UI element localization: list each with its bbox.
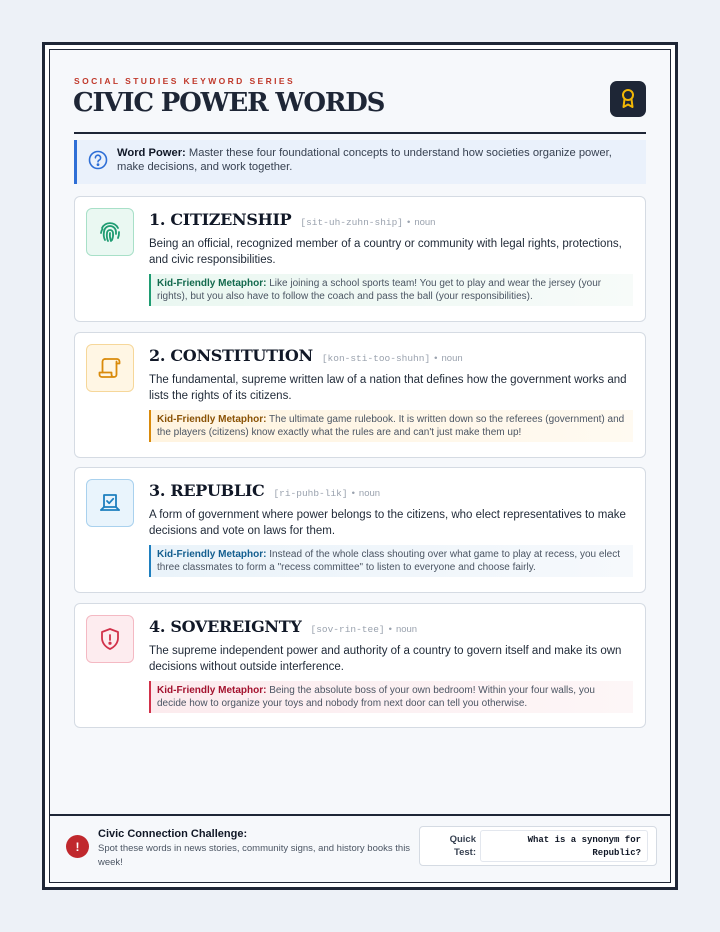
metaphor-callout <box>149 410 633 442</box>
worksheet-inner <box>49 49 671 883</box>
word-heading <box>149 481 380 500</box>
word-pronunciation: [kon-sti-too-shuhn] <box>321 353 431 364</box>
alert-icon: ! <box>66 835 89 858</box>
word-heading <box>149 617 417 636</box>
word-heading <box>149 210 435 229</box>
shield-alert-icon <box>86 615 134 663</box>
quick-test-box <box>419 826 657 866</box>
metaphor-text: The ultimate game rulebook. It is written down so the referees (government) and the players (citizens) know exactly what the rules are and can't just make them up! <box>157 414 625 438</box>
word-term: 2. CONSTITUTION <box>149 346 313 365</box>
word-card-constitution <box>74 332 646 458</box>
series-label: SOCIAL STUDIES KEYWORD SERIES <box>74 76 296 86</box>
worksheet <box>42 42 678 890</box>
word-separator: • <box>351 488 355 499</box>
metaphor-label: Kid-Friendly Metaphor: <box>157 685 267 696</box>
metaphor-text: Being the absolute boss of your own bedroom! Within your four walls, you decide how to organize your toys and nobody from next door can tell you otherwise. <box>157 685 595 709</box>
word-separator: • <box>388 624 392 635</box>
title-rule <box>74 132 646 134</box>
word-card-sovereignty <box>74 603 646 728</box>
challenge-title: Civic Connection Challenge: <box>98 828 248 840</box>
word-pronunciation: [ri-puhb-lik] <box>273 488 348 499</box>
word-pronunciation: [sit-uh-zuhn-ship] <box>300 217 403 228</box>
footer-rule <box>50 814 670 816</box>
word-part-of-speech: noun <box>441 353 463 364</box>
metaphor-text: Instead of the whole class shouting over what game to play at recess, you elect three classmates to form a "recess committee" to listen to everyone and choose fairly. <box>157 549 620 573</box>
metaphor-callout <box>149 681 633 713</box>
ballot-box-icon <box>86 479 134 527</box>
word-part-of-speech: noun <box>414 217 436 228</box>
intro-text: Master these four foundational concepts to understand how societies organize power, make decisions, and work together. <box>117 147 612 173</box>
metaphor-callout <box>149 545 633 577</box>
metaphor-callout <box>149 274 633 306</box>
question-circle-icon <box>88 150 108 175</box>
challenge-text: Spot these words in news stories, community signs, and history books this week! <box>98 843 411 868</box>
quick-test-label: Quick Test: <box>449 834 476 858</box>
word-term: 1. CITIZENSHIP <box>149 210 292 229</box>
word-part-of-speech: noun <box>358 488 381 499</box>
award-ribbon-icon <box>610 81 646 117</box>
metaphor-label: Kid-Friendly Metaphor: <box>157 549 267 560</box>
word-separator: • <box>407 217 411 228</box>
word-definition: The supreme independent power and authority of a country to govern itself and make its own decisions without outside interference. <box>149 645 622 673</box>
word-card-republic <box>74 467 646 593</box>
word-definition: A form of government where power belongs to the citizens, who elect representatives to make decisions and vote on laws for them. <box>149 509 626 537</box>
word-pronunciation: [sov-rin-tee] <box>310 624 385 635</box>
word-separator: • <box>434 353 438 364</box>
intro-label: Word Power: <box>117 147 186 159</box>
metaphor-text: Like joining a school sports team! You get to play and wear the jersey (your rights), but you also have to follow the coach and pass the ball (your responsibilities). <box>157 278 602 302</box>
page-title: CIVIC POWER WORDS <box>73 88 385 118</box>
word-heading <box>149 346 463 365</box>
quick-test-question: What is a synonym for Republic? <box>480 830 648 862</box>
word-term: 4. SOVEREIGNTY <box>149 617 302 636</box>
word-definition: Being an official, recognized member of a country or community with legal rights, protections, and civic responsibilities. <box>149 238 622 266</box>
word-part-of-speech: noun <box>395 624 418 635</box>
word-card-citizenship <box>74 196 646 322</box>
metaphor-label: Kid-Friendly Metaphor: <box>157 278 267 289</box>
word-term: 3. REPUBLIC <box>149 481 265 500</box>
metaphor-label: Kid-Friendly Metaphor: <box>157 414 267 425</box>
intro-callout <box>74 140 646 184</box>
scroll-icon <box>86 344 134 392</box>
word-definition: The fundamental, supreme written law of a nation that defines how the government works and lists the rights of its citizens. <box>149 374 627 402</box>
fingerprint-icon <box>86 208 134 256</box>
